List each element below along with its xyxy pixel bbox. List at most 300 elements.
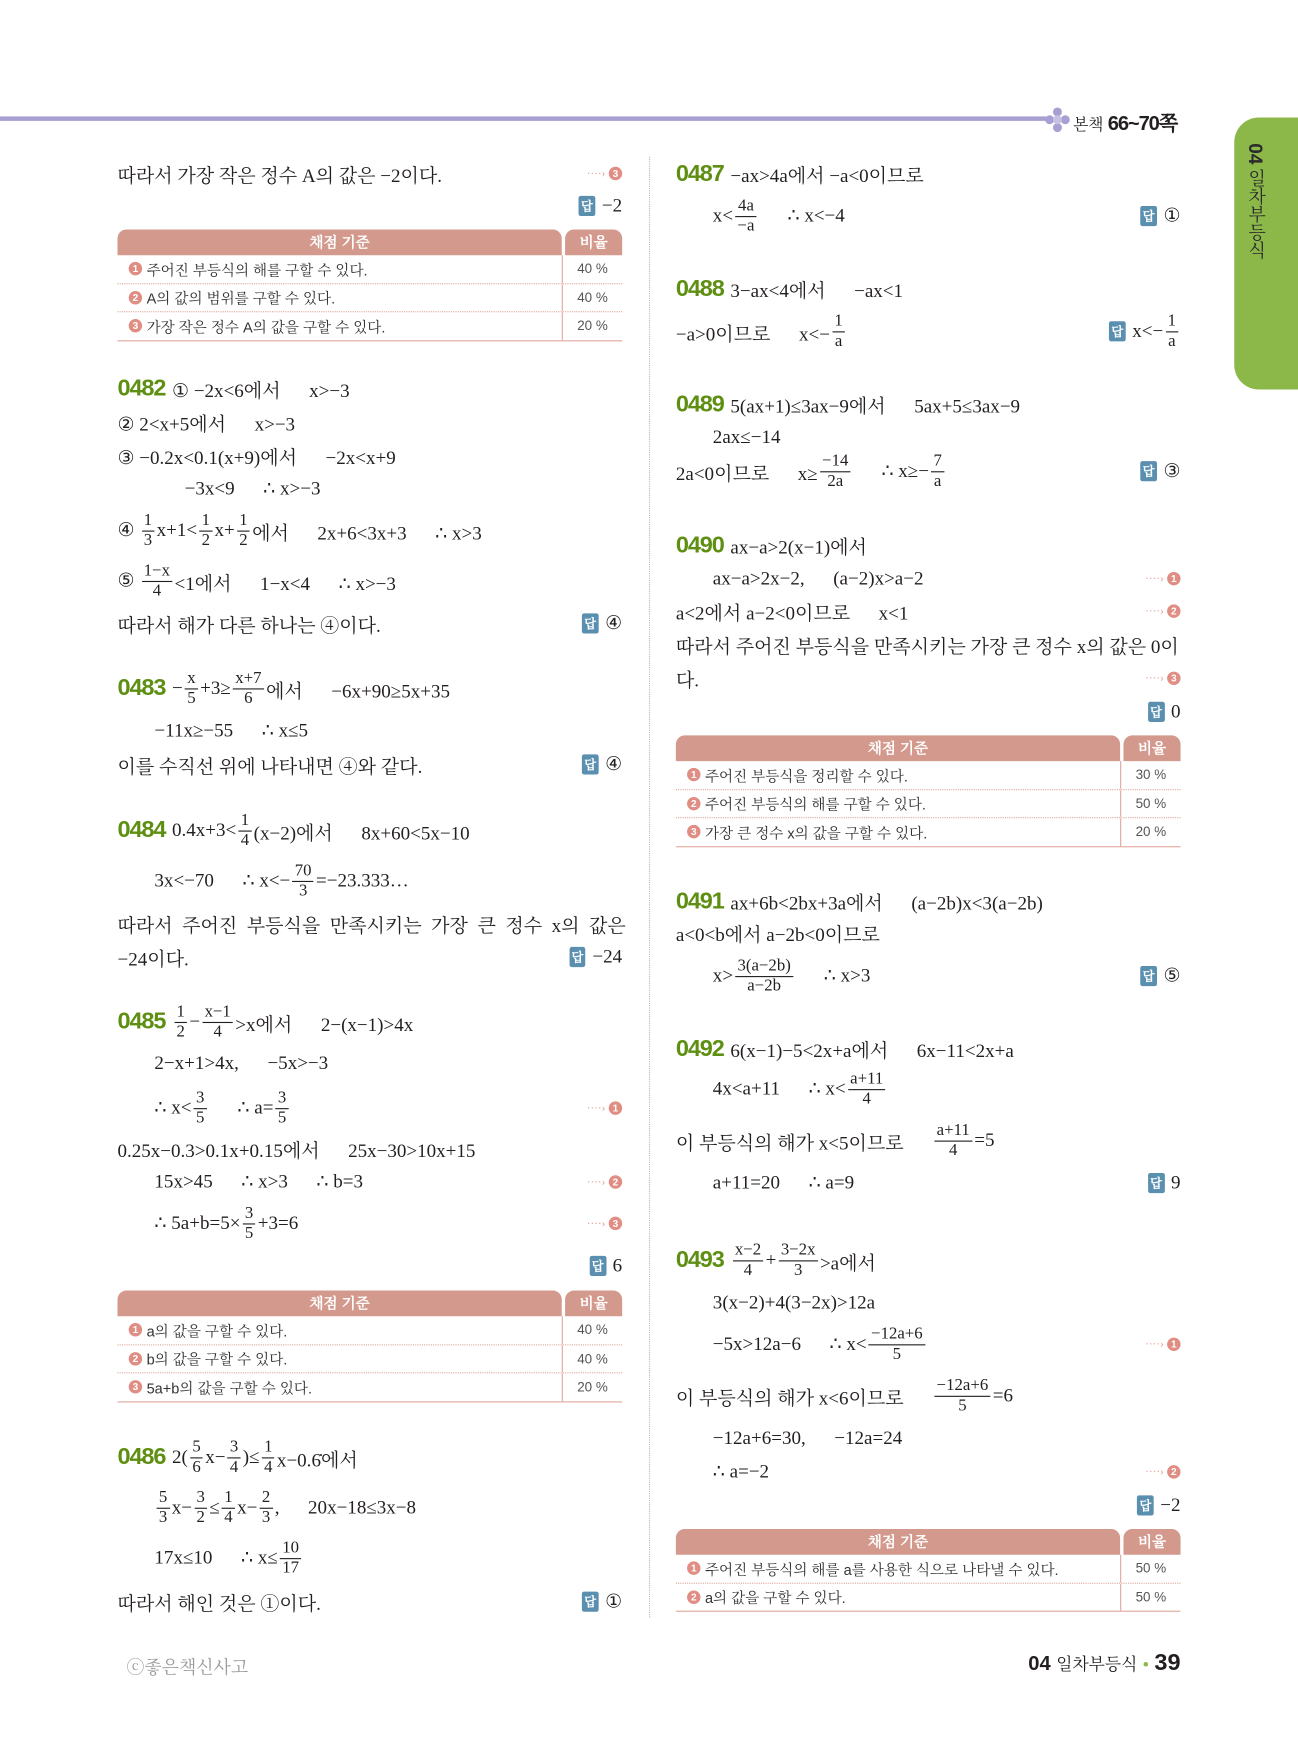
problem-line <box>117 669 450 707</box>
side-tab-chapter-title: 일차부등식 <box>1245 169 1265 259</box>
fraction-numerator: x <box>187 669 196 688</box>
criteria-cell <box>676 1583 1121 1610</box>
fraction <box>174 1003 187 1041</box>
table-header <box>676 1529 1181 1555</box>
solution-line <box>117 442 395 470</box>
problem-line <box>117 1438 357 1476</box>
answer-label-icon: 답 <box>582 613 598 633</box>
table-row <box>117 255 622 282</box>
fraction-denominator: 17 <box>280 1558 301 1578</box>
dotted-arrow-icon: ····› <box>1145 604 1164 618</box>
answer <box>1140 205 1180 227</box>
answer-label-icon: 답 <box>1140 461 1156 481</box>
answer-label-icon: 답 <box>1140 966 1156 986</box>
expression-text: −5x>12a−6 ∴ x< <box>712 1333 867 1355</box>
expression-text: 6 <box>612 1254 623 1277</box>
fraction-denominator: 3 <box>157 1507 170 1527</box>
solution-line <box>117 160 442 188</box>
problem-number: 0492 <box>675 1035 724 1062</box>
solution-line <box>154 1089 290 1127</box>
expression-text: 2( <box>172 1446 188 1468</box>
expression-text: 따라서 해가 다른 하나는 ④이다. <box>117 615 381 637</box>
criteria-cell <box>117 255 562 282</box>
expression-text: 0 <box>1171 700 1181 722</box>
fraction-numerator: x−1 <box>204 1002 231 1021</box>
ratio-cell: 20 % <box>577 1379 608 1395</box>
expression-text: x+ <box>214 519 235 541</box>
step-marker <box>1145 1465 1180 1478</box>
expression-text: x<− <box>1132 320 1164 342</box>
fraction <box>869 1325 925 1363</box>
step-marker <box>1145 1338 1180 1351</box>
fraction <box>239 811 252 849</box>
table-header <box>117 229 622 255</box>
fraction-numerator: 1 <box>143 511 153 530</box>
solution-line <box>713 567 924 589</box>
expression-text: −24이다. <box>117 948 189 970</box>
step-number-badge: 3 <box>1167 672 1180 685</box>
problem-line <box>676 887 1043 915</box>
expression-text: 이를 수직선 위에 나타내면 ④와 같다. <box>117 756 423 778</box>
expression-text: 2a<0이므로 x≥ <box>675 462 818 485</box>
dotted-arrow-icon: ····› <box>586 167 606 180</box>
fraction-denominator: 4 <box>262 1457 275 1477</box>
answer-label-icon: 답 <box>590 1256 606 1276</box>
ratio-cell: 40 % <box>577 1350 608 1367</box>
answer <box>569 946 622 968</box>
problem-number: 0487 <box>675 160 724 186</box>
solution-line <box>154 862 408 900</box>
step-number-badge: 2 <box>129 291 142 304</box>
step-number-badge: 1 <box>129 262 142 275</box>
fraction-numerator: a+11 <box>936 1121 970 1140</box>
expression-text: 4x<a+11 ∴ x< <box>712 1077 846 1100</box>
fraction <box>832 312 845 350</box>
expression-text: )≤ <box>242 1446 260 1468</box>
solution-line <box>676 631 1179 659</box>
fraction-numerator: 3 <box>195 1089 205 1107</box>
dotted-arrow-icon: ····› <box>1145 1465 1164 1479</box>
solution-line <box>676 918 880 946</box>
grading-criteria-table <box>117 229 622 340</box>
table-row <box>676 1582 1181 1611</box>
expression-text: −2 <box>1160 1494 1181 1516</box>
problem-line <box>117 1003 413 1041</box>
fraction-numerator: 10 <box>282 1539 300 1557</box>
fraction-denominator: a <box>931 471 944 491</box>
expression-text: ⑤ <box>1163 964 1181 987</box>
criteria-cell <box>117 1373 562 1400</box>
expression-text: − <box>172 677 183 699</box>
fraction-denominator: −a <box>735 215 756 235</box>
solution-line <box>676 1122 995 1160</box>
expression-text: 2−x+1>4x, −5x>−3 <box>154 1052 329 1074</box>
problem-number: 0484 <box>117 817 166 843</box>
header-criteria: 채점 기준 <box>117 1291 561 1317</box>
expression-text: ③ −0.2x<0.1(x+9)에서 −2x<x+9 <box>117 447 396 469</box>
table-row <box>117 1316 622 1343</box>
ratio-cell: 50 % <box>1135 1589 1167 1605</box>
problem-line <box>117 374 349 402</box>
answer-label-icon: 답 <box>582 754 598 774</box>
ratio-cell: 40 % <box>577 261 608 277</box>
step-number-badge: 3 <box>609 167 622 180</box>
criteria-text: 가장 큰 정수 x의 값을 구할 수 있다. <box>704 824 928 842</box>
expression-text: ∴ x>3 <box>795 964 871 987</box>
fraction-denominator: 5 <box>869 1344 925 1364</box>
fraction-denominator: 4 <box>733 1260 764 1280</box>
footer-chapter-no: 04 <box>1028 1652 1051 1675</box>
fraction-numerator: 3(a−2b) <box>737 957 791 975</box>
fraction <box>735 957 793 995</box>
header-ratio: 비율 <box>565 1291 622 1317</box>
step-number-badge: 2 <box>609 1175 622 1188</box>
solution-line <box>676 312 847 350</box>
expression-text: ∴ x≥− <box>852 460 929 482</box>
answer-label-icon: 답 <box>1148 702 1164 722</box>
fraction-denominator: 2 <box>237 530 250 550</box>
answer-label-icon: 답 <box>1148 1173 1164 1193</box>
answer <box>582 753 622 775</box>
step-marker <box>1145 604 1180 617</box>
solution-line <box>117 408 295 436</box>
ratio-cell: 20 % <box>577 318 608 334</box>
problem-number: 0489 <box>675 390 724 417</box>
expression-text: <1에서 1−x<4 ∴ x>−3 <box>174 572 396 594</box>
fraction <box>194 1089 207 1127</box>
expression-text: ∴ 5a+b=5× <box>154 1212 241 1234</box>
expression-text: 0.4x+3< <box>172 819 237 841</box>
page-footer <box>1028 1650 1180 1677</box>
step-number-badge: 2 <box>1167 1465 1180 1478</box>
problem-number: 0491 <box>675 887 724 914</box>
solution-line <box>676 664 699 692</box>
fraction <box>202 1003 233 1041</box>
problem-line <box>676 1241 876 1279</box>
footer-separator-dot: • <box>1142 1655 1149 1675</box>
solution-line <box>713 197 845 235</box>
criteria-text: a의 값을 구할 수 있다. <box>704 1589 846 1607</box>
side-tab-chapter-no: 04 <box>1244 143 1266 165</box>
expression-text: 이 부등식의 해가 x<6이므로 <box>675 1387 933 1409</box>
page-number: 39 <box>1154 1649 1181 1676</box>
solution-line <box>713 1172 854 1194</box>
expression-text: 0.25x−0.3>0.1x+0.15에서 25x−30>10x+15 <box>117 1140 476 1162</box>
ratio-cell: 40 % <box>577 289 608 306</box>
fraction-numerator: 1−x <box>143 561 171 580</box>
table-row <box>676 817 1181 846</box>
fraction <box>934 1122 972 1160</box>
answer <box>1109 312 1180 350</box>
book-ref-label: 본책 <box>1073 115 1104 134</box>
fraction-numerator: 1 <box>240 811 250 830</box>
answer <box>590 1255 623 1277</box>
expression-text: 따라서 주어진 부등식을 만족시키는 가장 큰 정수 x의 값은 0이 <box>675 636 1179 658</box>
fraction <box>142 512 155 550</box>
fraction-denominator: 3 <box>293 880 314 900</box>
fraction <box>194 1489 207 1527</box>
fraction <box>243 1204 256 1242</box>
solution-line <box>117 909 625 937</box>
fraction <box>157 1489 170 1527</box>
step-number-badge: 2 <box>687 797 700 810</box>
table-row <box>117 1372 622 1401</box>
header-criteria: 채점 기준 <box>676 735 1120 761</box>
problem-line <box>676 160 924 188</box>
criteria-text: 주어진 부등식을 정리할 수 있다. <box>704 767 908 785</box>
fraction-denominator: 5 <box>185 688 198 708</box>
fraction <box>820 452 851 490</box>
expression-text: x− <box>205 1446 226 1468</box>
expression-text: ax−a>2x−2, (a−2)x>a−2 <box>712 567 924 589</box>
problem-number: 0485 <box>117 1008 166 1035</box>
expression-text: ax+6b<2bx+3a에서 (a−2b)x<3(a−2b) <box>730 892 1043 914</box>
solution-line <box>154 1052 328 1074</box>
expression-text: x−0.6̇에서 <box>276 1448 358 1471</box>
expression-text: =−23.333… <box>316 869 409 891</box>
problem-number: 0486 <box>117 1443 166 1470</box>
grading-criteria-table <box>117 1291 622 1402</box>
criteria-text: a의 값을 구할 수 있다. <box>146 1322 288 1340</box>
table-row <box>117 283 622 312</box>
answer <box>1148 701 1181 723</box>
expression-text: ∴ a=−2 <box>712 1460 770 1482</box>
expression-text: >x에서 2−(x−1)>4x <box>235 1013 414 1035</box>
solution-line <box>117 1134 475 1162</box>
problem-line <box>117 811 469 849</box>
expression-text: ④ <box>605 753 623 775</box>
problem-line <box>676 275 903 303</box>
expression-text: a+11=20 ∴ a=9 <box>712 1171 855 1194</box>
criteria-cell <box>117 284 562 311</box>
solution-line <box>154 1539 303 1577</box>
expression-text: 따라서 가장 작은 정수 A의 값은 −2이다. <box>117 165 443 187</box>
fraction <box>733 1241 764 1279</box>
dotted-arrow-icon: ····› <box>586 1175 606 1189</box>
criteria-cell <box>676 790 1121 817</box>
fraction-denominator: 4 <box>202 1021 233 1041</box>
expression-text: 에서 −6x+90≥5x+35 <box>265 679 450 702</box>
answer <box>582 612 622 634</box>
dotted-arrow-icon: ····› <box>586 1101 606 1115</box>
step-number-badge: 2 <box>687 1590 700 1603</box>
fraction-denominator: 3 <box>260 1507 273 1527</box>
expression-text: x+1< <box>156 519 198 541</box>
fraction <box>222 1489 235 1527</box>
fraction <box>934 1377 990 1415</box>
expression-text: (x−2)에서 8x+60<5x−10 <box>253 822 470 844</box>
fraction-numerator: 1 <box>176 1002 185 1021</box>
step-marker <box>587 1101 622 1114</box>
header-criteria: 채점 기준 <box>117 229 561 255</box>
fraction-denominator: 5 <box>934 1395 990 1415</box>
expression-text: −ax>4a에서 −a<0이므로 <box>730 165 924 187</box>
publisher-credit: ⓒ좋은책신사고 <box>126 1658 249 1678</box>
grading-criteria-table <box>676 1529 1181 1612</box>
fraction-denominator: 6 <box>233 688 264 708</box>
answer-label-icon: 답 <box>1137 1495 1153 1515</box>
expression-text: −24 <box>592 945 623 968</box>
solution-line <box>713 957 871 995</box>
expression-text: 따라서 해인 것은 ①이다. <box>117 1593 321 1615</box>
expression-text: 3−ax<4에서 −ax<1 <box>730 280 904 302</box>
fraction-numerator: 1 <box>224 1488 233 1507</box>
grading-criteria-table <box>676 735 1181 846</box>
fraction-numerator: x+7 <box>235 669 262 688</box>
expression-text: a<0<b에서 a−2b<0이므로 <box>675 923 880 946</box>
expression-text: x> <box>712 964 734 987</box>
solution-line <box>117 943 188 971</box>
solution-line <box>185 478 321 500</box>
fraction-numerator: 1 <box>201 511 211 530</box>
criteria-cell <box>117 1345 562 1372</box>
fraction-denominator: 2 <box>194 1507 207 1527</box>
fraction-denominator: 2 <box>199 530 212 550</box>
step-number-badge: 3 <box>129 319 142 332</box>
step-number-badge: 1 <box>687 768 700 781</box>
fraction-denominator: a−2b <box>735 975 793 995</box>
fraction <box>848 1070 886 1108</box>
solution-line <box>713 1461 769 1483</box>
expression-text: 3x<−70 ∴ x<− <box>154 869 291 891</box>
fraction-numerator: 4a <box>738 196 754 215</box>
problem-number: 0488 <box>675 275 724 302</box>
criteria-text: 주어진 부등식의 해를 구할 수 있다. <box>704 796 926 813</box>
table-header <box>676 735 1181 761</box>
expression-text: =6 <box>992 1384 1013 1406</box>
expression-text: +3≥ <box>200 677 231 699</box>
fraction-denominator: 4 <box>848 1089 886 1109</box>
fraction-numerator: 1 <box>1167 312 1177 331</box>
fraction <box>1165 312 1178 350</box>
fraction <box>237 512 250 550</box>
criteria-cell <box>117 312 562 339</box>
expression-text: ∴ x<−4 <box>758 204 845 227</box>
expression-text: a<2에서 a−2<0이므로 x<1 <box>675 602 909 625</box>
criteria-cell <box>117 1316 562 1343</box>
expression-text: 17x≤10 ∴ x≤ <box>154 1546 278 1569</box>
answer-label-icon: 답 <box>1140 206 1156 226</box>
expression-text: −2 <box>601 194 623 217</box>
step-number-badge: 1 <box>129 1323 142 1336</box>
expression-text: 이 부등식의 해가 x<5이므로 <box>675 1132 933 1154</box>
step-number-badge: 1 <box>609 1101 622 1114</box>
expression-text: =5 <box>974 1129 995 1151</box>
table-row <box>676 1555 1181 1582</box>
dotted-arrow-icon: ····› <box>586 1217 606 1230</box>
step-number-badge: 2 <box>1167 604 1180 617</box>
step-number-badge: 1 <box>1167 1338 1180 1351</box>
fraction <box>260 1489 273 1527</box>
expression-text: 15x>45 ∴ x>3 ∴ b=3 <box>154 1170 364 1193</box>
fraction <box>276 1089 289 1127</box>
table-row <box>117 1344 622 1373</box>
answer <box>579 195 622 217</box>
expression-text: ① <box>605 1590 623 1612</box>
fraction-numerator: 1 <box>264 1438 273 1457</box>
answer-label-icon: 답 <box>582 1592 598 1612</box>
step-number-badge: 1 <box>1167 572 1180 585</box>
table-body <box>676 1555 1181 1611</box>
fraction <box>190 1438 203 1476</box>
solution-line <box>154 720 308 742</box>
fraction <box>262 1438 275 1476</box>
expression-text: ∴ a= <box>208 1096 274 1119</box>
expression-text: −12a+6=30, −12a=24 <box>712 1427 903 1449</box>
expression-text: −11x≥−55 ∴ x≤5 <box>154 719 309 741</box>
expression-text: 3(x−2)+4(3−2x)>12a <box>712 1291 876 1313</box>
fraction-numerator: 7 <box>933 452 942 471</box>
expression-text: 6(x−1)−5<2x+a에서 6x−11<2x+a <box>730 1040 1014 1062</box>
fraction-numerator: x−2 <box>734 1241 762 1260</box>
fraction-denominator: 5 <box>194 1108 207 1128</box>
expression-text: >a에서 <box>819 1251 876 1274</box>
fraction-numerator: −14 <box>822 452 849 471</box>
footer-chapter-title: 일차부등식 <box>1056 1655 1138 1675</box>
table-header <box>117 1291 622 1317</box>
step-marker <box>587 1175 622 1188</box>
expression-text: x− <box>171 1496 193 1518</box>
table-body <box>117 1316 622 1401</box>
step-number-badge: 2 <box>129 1352 142 1365</box>
step-number-badge: 3 <box>687 825 700 838</box>
expression-text: ① <box>1163 204 1181 227</box>
ratio-cell: 20 % <box>1135 824 1167 840</box>
answer-label-icon: 답 <box>569 947 585 967</box>
solution-line <box>117 1588 320 1616</box>
step-marker <box>587 167 622 180</box>
fraction-numerator: a+11 <box>850 1070 884 1088</box>
ratio-cell: 50 % <box>1135 1560 1167 1577</box>
fraction-denominator: a <box>1165 331 1178 351</box>
header-ratio: 비율 <box>565 229 622 255</box>
solution-line <box>117 562 395 600</box>
step-number-badge: 1 <box>687 1562 700 1575</box>
criteria-cell <box>676 761 1121 788</box>
fraction <box>293 862 314 900</box>
fraction <box>228 1438 241 1476</box>
expression-text: ∴ x< <box>154 1096 192 1119</box>
fraction-numerator: 3 <box>277 1089 287 1107</box>
fraction <box>779 1241 818 1279</box>
fraction <box>931 452 944 490</box>
fraction-denominator: 3 <box>779 1260 818 1280</box>
fraction-denominator: 6 <box>190 1457 203 1477</box>
answer-label-icon: 답 <box>579 196 595 216</box>
expression-text: + <box>765 1249 777 1271</box>
solution-line <box>154 1204 298 1242</box>
fraction-denominator: 4 <box>934 1140 972 1160</box>
fraction-numerator: 2 <box>261 1488 271 1507</box>
solution-line <box>713 1427 902 1449</box>
problem-number: 0493 <box>675 1246 724 1273</box>
table-row <box>676 761 1181 788</box>
criteria-text: 가장 작은 정수 A의 값을 구할 수 있다. <box>146 318 386 336</box>
book-reference <box>1073 107 1177 136</box>
expression-text: 에서 2x+6<3x+3 ∴ x>3 <box>252 522 482 544</box>
expression-text: 따라서 주어진 부등식을 만족시키는 가장 큰 정수 x의 값은 <box>117 915 626 937</box>
problem-line <box>676 1035 1014 1063</box>
solution-line <box>676 1377 1013 1415</box>
fraction <box>185 669 198 707</box>
criteria-cell <box>676 818 1121 845</box>
fraction <box>280 1539 301 1577</box>
expression-text: ≤ <box>209 1496 220 1518</box>
fraction <box>735 197 756 235</box>
fraction-numerator: 5 <box>158 1488 168 1507</box>
expression-text: −a>0이므로 x<− <box>675 322 830 345</box>
fraction-denominator: 2a <box>820 471 851 491</box>
